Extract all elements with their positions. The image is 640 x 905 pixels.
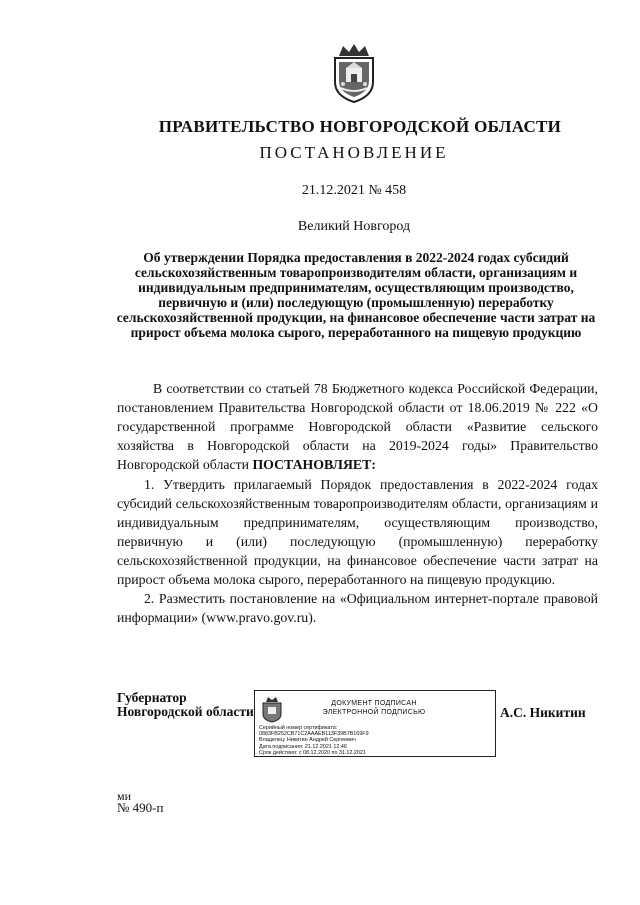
stamp-validity: Срок действия: с 08.12.2020 по 31.12.2021 — [259, 749, 366, 756]
coat-of-arms-small-icon — [261, 696, 283, 723]
stamp-line1: ДОКУМЕНТ ПОДПИСАН — [331, 700, 417, 707]
document-type: ПОСТАНОВЛЕНИЕ — [259, 143, 449, 162]
stamp-details — [259, 725, 495, 756]
document-place: Великий Новгород — [297, 219, 411, 234]
document-internal-number: № 490-п — [117, 800, 164, 815]
preamble-keyword: ПОСТАНОВЛЯЕТ: — [252, 457, 376, 472]
executor-initials: ми — [117, 789, 132, 803]
preamble-text: В соответствии со статьей 78 Бюджетного кодекса Российской Федерации, постановлением Правительства Новгородской области от 18.06.2019 № 222 «О государственной программе Новгородской области «Развитие сельского хозяйства в Новгородской области на 2019-2024 годы» Правительство Новгородской области — [117, 381, 598, 472]
stamp-heading — [295, 699, 453, 717]
signer-title-line1: Губернатор — [117, 690, 187, 705]
document-date-number: 21.12.2021 № 458 — [301, 183, 407, 198]
coat-of-arms-icon — [329, 42, 379, 104]
government-title: ПРАВИТЕЛЬСТВО НОВГОРОДСКОЙ ОБЛАСТИ — [158, 117, 562, 136]
stamp-signed-date: Дата подписания: 21.12.2021 12:46 — [259, 743, 347, 750]
electronic-signature-stamp — [254, 690, 496, 757]
signer-name: А.С. Никитин — [500, 705, 586, 720]
preamble-paragraph — [117, 379, 598, 474]
signer-title — [117, 691, 254, 719]
signer-title-line2: Новгородской области — [117, 704, 254, 719]
stamp-owner: Владелец: Никитин Андрей Сергеевич — [259, 737, 356, 744]
stamp-line2: ЭЛЕКТРОННОЙ ПОДПИСЬЮ — [322, 709, 426, 716]
item-1-paragraph: 1. Утвердить прилагаемый Порядок предоставления в 2022-2024 годах субсидий сельскохозяйственным товаропроизводителям области, организациям и индивидуальным предпринимателям, осуществляющим производство, первичную и (или) последующую (промышленную) переработку сельскохозяйственной продукции, на финансовое обеспечение части затрат на прирост объема молока сырого, переработанного на пищевую продукцию. — [117, 477, 598, 587]
stamp-cert-label: Серийный номер сертификата: — [259, 725, 338, 731]
item-2-paragraph: 2. Разместить постановление на «Официальном интернет-портале правовой информации» (www.pravo.gov.ru). — [117, 591, 598, 625]
document-subject: Об утверждении Порядка предоставления в 2022-2024 годах субсидий сельскохозяйственным товаропроизводителям области, организациям и индивидуальным предпринимателям, осуществляющим производство, первичную и (или) последующую (промышленную) переработку сельскохозяйственной продукции, на финансовое обеспечение части затрат на прирост объема молока сырого, переработанного на пищевую продукцию — [116, 250, 596, 340]
stamp-cert-number: 0883FB252CB71C2AAAEB113F39B7B169F9 — [259, 731, 369, 738]
